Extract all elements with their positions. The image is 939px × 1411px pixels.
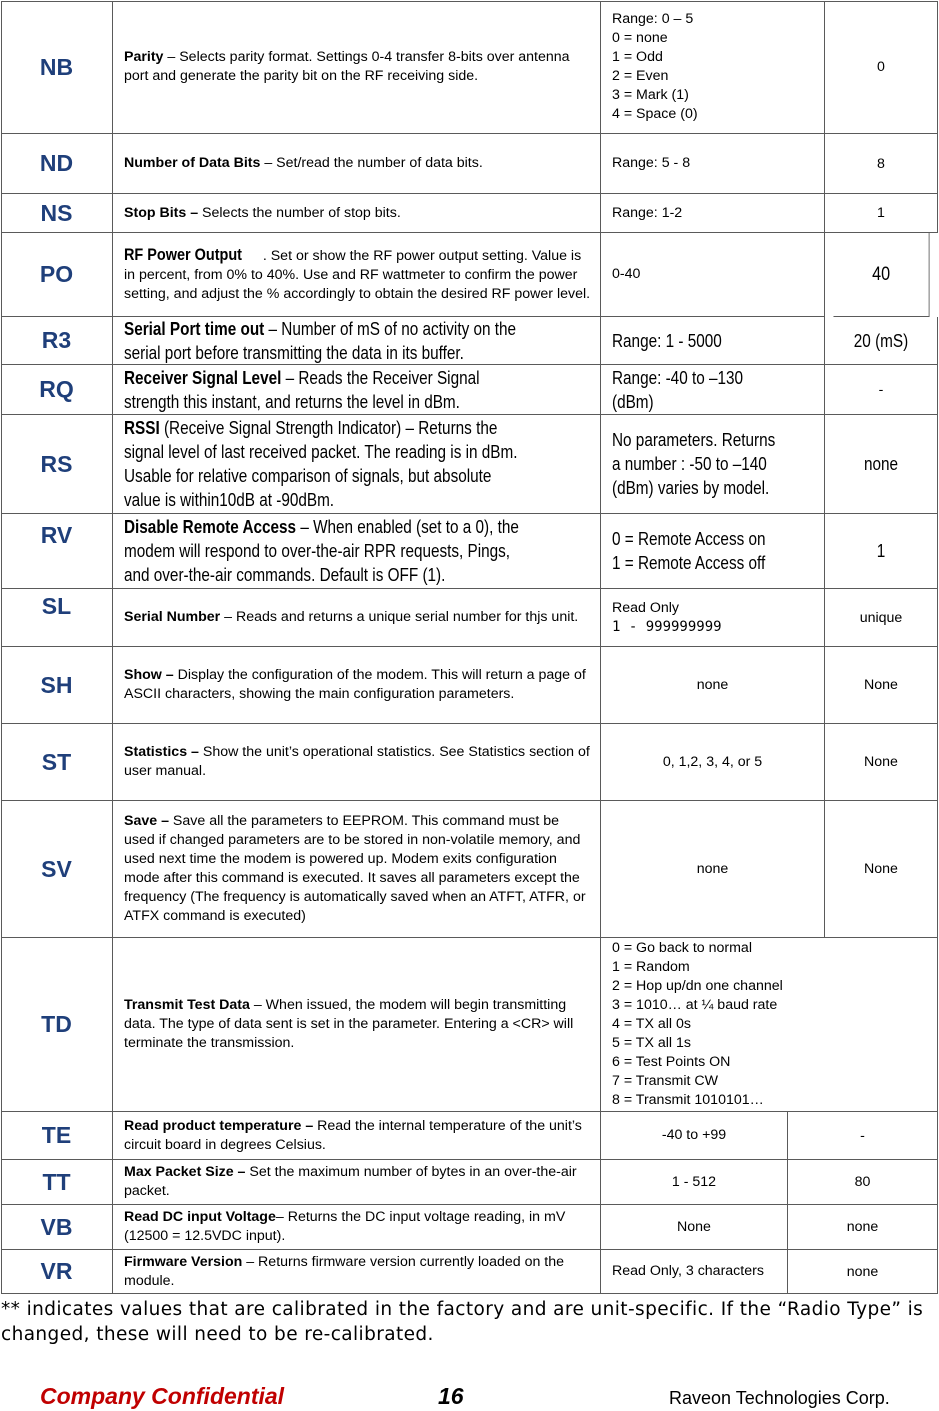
range-nb: Range: 0 – 5 0 = none 1 = Odd 2 = Even 3 = Mark (1) 4 = Space (0) [601,1,825,134]
desc-nb [113,1,601,134]
desc-text: – When enabled (set to a 0), the modem will respond to over-the-air RPR requests, Pings, and over-the-air commands. Default is OFF (1). [124,517,519,585]
range-po: 0-40 [601,233,825,317]
range-vr: Read Only, 3 characters [601,1250,788,1294]
desc-text: Save all the parameters to EEPROM. This command must be used if changed parameters are to be stored in non-volatile memory, and used next time the modem is powered up. Modem exits configuration mode after this command is executed. It saves all parameters except the frequency (The frequency is automatically saved when an ATFT, ATFR, or ATFX command is executed) [124,813,586,924]
range-sh: none [601,647,825,724]
range-tt: 1 - 512 [601,1160,788,1205]
range-text: Range: -40 to –130 (dBm) [612,367,744,412]
desc-text: – When issued, the modem will begin transmitting data. The type of data sent is set in the parameter. Entering a <CR> will terminate the transmission. [124,997,574,1051]
desc-td [113,938,601,1112]
cmd-nb: NB [1,1,113,134]
cmd-te: TE [1,1112,113,1160]
default-rs [825,415,938,514]
cmd-po: PO [1,233,113,317]
desc-title: Serial Port time out [124,318,265,339]
desc-te [113,1112,601,1160]
cmd-nd: ND [1,134,113,194]
default-nd: 8 [825,134,938,194]
default-tt: 80 [788,1160,938,1205]
cmd-tt: TT [1,1160,113,1205]
desc-title: Show – [124,667,174,683]
default-rq: - [825,365,938,415]
default-te: - [788,1112,938,1160]
desc-text: (Receive Signal Strength Indicator) – Returns the signal level of last received packet. The reading is in dBm. Usable for relative comparison of signals, but absolute value is within10dB at -90dBm. [124,418,518,510]
calibration-note: ** indicates values that are calibrated in the factory and are unit-specific. If the “Radio Type” is changed, these will need to be re-calibrated. [1,1299,924,1345]
default-sh: None [825,647,938,724]
range-text: Read Only [612,599,680,616]
cmd-sv: SV [1,801,113,938]
desc-title: Read product temperature – [124,1117,314,1134]
default-vb: none [788,1205,938,1250]
range-td: 0 = Go back to normal 1 = Random 2 = Hop up/dn one channel 3 = 1010… at ¼ baud rate 4 = TX all 0s 5 = TX all 1s 6 = Test Points ON 7 = Transmit CW 8 = Transmit 1010101… [601,938,938,1112]
cmd-sh: SH [1,647,113,724]
desc-title: Number of Data Bits [124,155,261,171]
desc-title: Receiver Signal Level [124,367,282,388]
desc-text: – Reads the Receiver Signal strength this instant, and returns the level in dBm. [124,367,480,412]
desc-text: – Number of mS of no activity on the serial port before transmitting the data in its buffer. [124,318,517,363]
desc-title: Serial Number [124,609,221,625]
desc-vb [113,1205,601,1250]
desc-text: . Set or show the RF power output setting. Value is in percent, from 0% to 40%. Use and RF wattmeter to confirm the power setting, and adjust the % accordingly to obtain the desired RF power level. [124,248,591,302]
cmd-ns: NS [1,194,113,233]
desc-title: Read DC input Voltage [124,1209,276,1225]
desc-title: Parity [124,49,164,65]
default-rv [825,514,938,589]
range-rq [601,365,825,415]
desc-r3 [113,317,601,365]
cmd-sl: SL [1,589,113,647]
desc-text: – Set/read the number of data bits. [260,155,483,171]
desc-sl [113,589,601,647]
range-sv: none [601,801,825,938]
desc-st [113,724,601,801]
range-st: 0, 1,2, 3, 4, or 5 [601,724,825,801]
desc-vr [113,1250,601,1294]
desc-title: RSSI [124,418,160,438]
footer-confidential: Company Confidential [40,1383,285,1409]
desc-nd [113,134,601,194]
default-vr: none [788,1250,938,1294]
desc-title: Max Packet Size – [124,1164,246,1180]
desc-title: Statistics – [124,744,199,760]
cmd-rs: RS [1,415,113,514]
default-text: none [863,454,899,474]
desc-text: – Reads and returns a unique serial number for thjs unit. [220,609,579,625]
desc-text: Display the configuration of the modem. This will return a page of ASCII characters, showing the main configuration parameters. [124,667,586,702]
default-sl: unique [825,589,938,647]
cmd-rq: RQ [1,365,113,415]
range-serial: 1 - 999999999 [612,618,722,635]
cmd-vb: VB [1,1205,113,1250]
desc-text: Show the unit’s operational statistics. See Statistics section of user manual. [124,744,590,779]
desc-text: Selects the number of stop bits. [198,204,401,221]
default-po: 40 [833,233,929,317]
desc-sv [113,801,601,938]
cmd-vr: VR [1,1250,113,1294]
default-ns: 1 [825,194,938,233]
desc-rs [113,415,601,514]
desc-text: Set the maximum number of bytes in an over-the-air packet. [124,1164,577,1199]
desc-title: Transmit Test Data [124,997,250,1013]
desc-title: Disable Remote Access [124,517,297,537]
default-st: None [825,724,938,801]
range-sl [601,589,825,647]
range-rv [601,514,825,589]
default-text: 1 [876,541,886,561]
desc-text: – Returns the DC input voltage reading, in mV (12500 = 12.5VDC input). [124,1209,566,1244]
desc-text: – Returns firmware version currently loaded on the module. [124,1253,565,1289]
desc-title: Stop Bits – [124,204,199,221]
range-r3 [601,317,825,365]
range-te: -40 to +99 [601,1112,788,1160]
cmd-rv: RV [1,514,113,589]
range-vb: None [601,1205,788,1250]
desc-rv [113,514,601,589]
range-rs [601,415,825,514]
cmd-td: TD [1,938,113,1112]
desc-po [113,233,601,317]
desc-tt [113,1160,601,1205]
desc-text: – Selects parity format. Settings 0-4 transfer 8-bits over antenna port and generate the parity bit on the RF receiving side. [124,49,570,84]
default-r3 [825,317,938,365]
cmd-st: ST [1,724,113,801]
default-nb: 0 [825,1,938,134]
page-number: 16 [438,1383,464,1409]
desc-title: Save – [124,813,169,829]
desc-title: Firmware Version [124,1253,243,1270]
desc-rq [113,365,601,415]
desc-text: Read the internal temperature of the unit’s circuit board in degrees Celsius. [124,1117,582,1153]
range-ns: Range: 1-2 [601,194,825,233]
range-text: 0 = Remote Access on 1 = Remote Access off [612,529,766,573]
default-sv: None [825,801,938,938]
desc-sh [113,647,601,724]
desc-title: RF Power Output [124,245,243,264]
range-text: No parameters. Returns a number : -50 to –140 (dBm) varies by model. [612,430,776,498]
desc-ns [113,194,601,233]
range-text: Range: 1 - 5000 [612,330,722,351]
footer-company: Raveon Technologies Corp. [669,1388,890,1408]
range-nd: Range: 5 - 8 [601,134,825,194]
default-text: 20 (mS) [853,330,909,351]
cmd-r3: R3 [1,317,113,365]
